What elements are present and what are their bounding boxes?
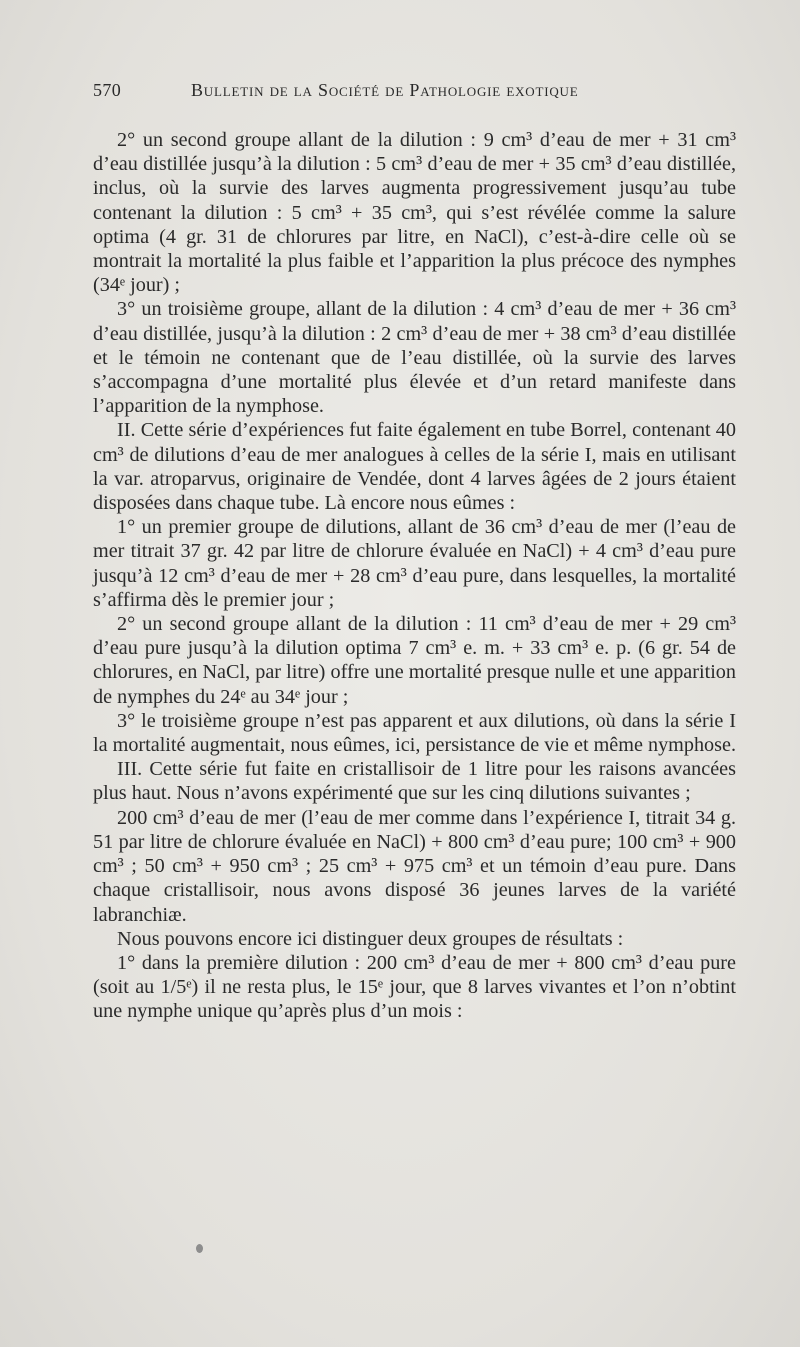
paragraph: Nous pouvons encore ici distinguer deux groupes de résultats : <box>117 927 624 950</box>
journal-title: Bulletin de la Société de Pathologie exotique <box>191 80 579 100</box>
paragraph: 1° dans la première dilution : 200 cm³ d’eau de mer + 800 cm³ d’eau pure (soit au 1/5ᵉ) il ne resta plus, le 15ᵉ jour, que 8 larves vivantes et l’on n’obtint une nymphe unique qu’après plus d’un mois : <box>93 951 736 1023</box>
paragraph: 2° un second groupe allant de la dilution : 11 cm³ d’eau de mer + 29 cm³ d’eau pure jusqu’à la dilution optima 7 cm³ e. m. + 33 cm³ e. p. (6 gr. 54 de chlorures, en NaCl, par litre) offre une mortalité presque nulle et une apparition de nymphes du 24ᵉ au 34ᵉ jour ; <box>93 613 736 708</box>
paragraph: 200 cm³ d’eau de mer (l’eau de mer comme dans l’expérience I, titrait 34 g. 51 par litre de chlorure évaluée en NaCl) + 800 cm³ d’eau pure; 100 cm³ + 900 cm³ ; 50 cm³ + 950 cm³ ; 25 cm³ + 975 cm³ et un témoin d’eau pure. Dans chaque cristallisoir, nous avons disposé 36 jeunes larves de la variété labranchiæ. <box>93 806 736 926</box>
ink-speck <box>196 1244 203 1253</box>
body-text <box>93 128 736 1024</box>
paragraph: 1° un premier groupe de dilutions, allant de 36 cm³ d’eau de mer (l’eau de mer titrait 37 gr. 42 par litre de chlorure évaluée en NaCl) + 4 cm³ d’eau pure jusqu’à 12 cm³ d’eau de mer + 28 cm³ d’eau pure, dans lesquelles, la mortalité s’affirma dès le premier jour ; <box>93 516 736 611</box>
page-number: 570 <box>93 80 122 100</box>
paragraph: 3° le troisième groupe n’est pas apparent et aux dilutions, où dans la série I la mortalité augmentait, nous eûmes, ici, persistance de vie et même nymphose. <box>93 709 737 757</box>
paragraph: 2° un second groupe allant de la dilution : 9 cm³ d’eau de mer + 31 cm³ d’eau distillée jusqu’à la dilution : 5 cm³ d’eau de mer + 35 cm³ d’eau distillée, inclus, où la survie des larves augmenta progressivement jusqu’au tube contenant la dilution : 5 cm³ + 35 cm³, qui s’est révélée comme la salure optima (4 gr. 31 de chlorures par litre, en NaCl), c’est-à-dire celle où se montrait la mortalité la plus faible et l’apparition la plus précoce des nymphes (34ᵉ jour) ; <box>93 129 736 297</box>
paragraph: II. Cette série d’expériences fut faite également en tube Borrel, contenant 40 cm³ de dilutions d’eau de mer analogues à celles de la série I, mais en utilisant la var. atroparvus, originaire de Vendée, dont 4 larves âgées de 2 jours étaient disposées dans chaque tube. Là encore nous eûmes : <box>93 419 736 515</box>
paragraph: 3° un troisième groupe, allant de la dilution : 4 cm³ d’eau de mer + 36 cm³ d’eau distillée, jusqu’à la dilution : 2 cm³ d’eau de mer + 38 cm³ d’eau distillée et le témoin ne contenant que de l’eau distillée, où la survie des larves s’accompagna d’une mortalité plus élevée et d’un retard manifeste dans l’apparition de la nymphose. <box>93 298 736 418</box>
paragraph: III. Cette série fut faite en cristallisoir de 1 litre pour les raisons avancées plus haut. Nous n’avons expérimenté que sur les cinq dilutions suivantes ; <box>93 758 736 805</box>
